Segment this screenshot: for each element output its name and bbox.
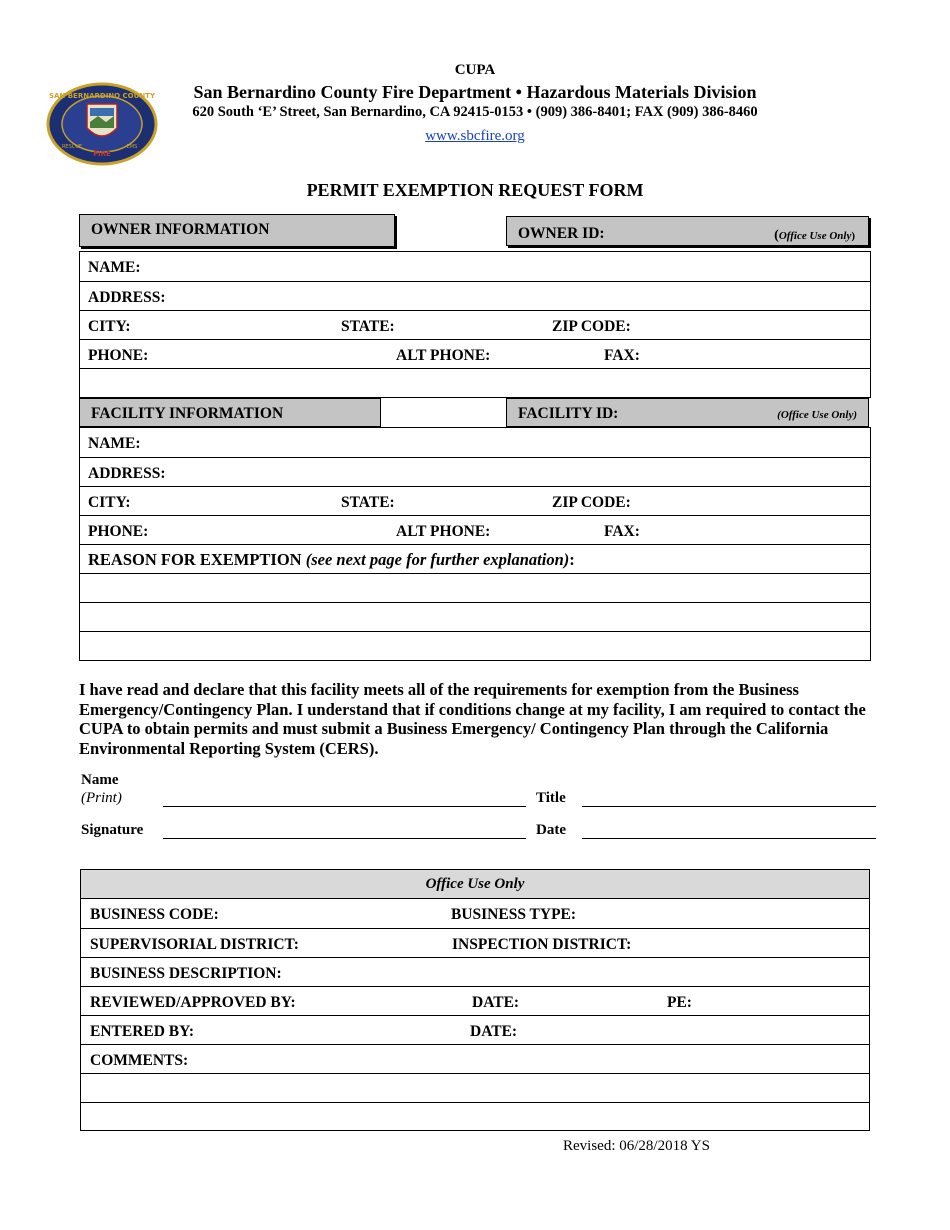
declaration-text: I have read and declare that this facility meets all of the requirements for exemption from the Business Emergency/Contingency Plan. I understand that if conditions change at my facility, I am required to contact the CUPA to obtain permits and must submit a Business Emergency/ Contingency Plan through the California Environmental Reporting System (CERS).: [79, 680, 866, 758]
owner-alt-phone-label: ALT PHONE:: [396, 347, 491, 364]
business-type-label: BUSINESS TYPE:: [451, 906, 577, 923]
facility-phone-label: PHONE:: [88, 523, 149, 540]
owner-city-label: CITY:: [88, 318, 131, 335]
name-print-note: (Print): [81, 790, 122, 806]
business-code-label: BUSINESS CODE:: [90, 906, 219, 923]
name-label: Name: [81, 772, 119, 788]
name-input-line[interactable]: [163, 806, 526, 807]
office-use-table: [80, 869, 870, 1131]
facility-section-label: FACILITY INFORMATION: [79, 398, 381, 427]
form-title: PERMIT EXEMPTION REQUEST FORM: [306, 180, 644, 200]
entered-by-label: ENTERED BY:: [90, 1023, 195, 1040]
signature-label: Signature: [81, 822, 144, 838]
signature-input-line[interactable]: [163, 838, 526, 839]
owner-id-box: [506, 216, 869, 246]
facility-state-label: STATE:: [341, 494, 395, 511]
reason-line-3[interactable]: [80, 631, 870, 660]
pe-label: PE:: [667, 994, 692, 1011]
district-row: [81, 928, 869, 957]
reason-header-row: [80, 544, 870, 573]
title-label: Title: [536, 790, 566, 806]
owner-blank-row: [80, 368, 870, 397]
facility-id-box: [506, 398, 869, 427]
facility-phone-row[interactable]: [80, 515, 870, 544]
owner-info-table: [79, 251, 871, 398]
business-code-row: [81, 899, 869, 928]
facility-address-row[interactable]: [80, 457, 870, 486]
owner-phone-row[interactable]: [80, 339, 870, 368]
date-label: Date: [536, 822, 566, 838]
entered-date-label: DATE:: [470, 1023, 518, 1040]
revised-date: Revised: 06/28/2018 YS: [563, 1138, 710, 1154]
owner-zip-label: ZIP CODE:: [552, 318, 631, 335]
owner-section-label: OWNER INFORMATION: [79, 214, 395, 247]
comments-row: [81, 1044, 869, 1073]
owner-city-row[interactable]: [80, 310, 870, 339]
reviewed-date-label: DATE:: [472, 994, 520, 1011]
svg-text:FIRE: FIRE: [93, 150, 111, 158]
comments-line-1: [81, 1073, 869, 1102]
facility-name-row[interactable]: [80, 428, 870, 457]
supervisorial-district-label: SUPERVISORIAL DISTRICT:: [90, 936, 299, 953]
reviewed-by-label: REVIEWED/APPROVED BY:: [90, 994, 296, 1011]
business-description-label: BUSINESS DESCRIPTION:: [90, 965, 282, 982]
reviewed-row: [81, 986, 869, 1015]
entered-row: [81, 1015, 869, 1044]
website-link[interactable]: www.sbcfire.org: [425, 128, 525, 144]
reason-label: REASON FOR EXEMPTION (see next page for further explanation):: [88, 550, 575, 569]
facility-office-use-note: (Office Use Only): [777, 409, 857, 421]
owner-office-use-note: (Office Use Only): [774, 228, 855, 243]
comments-label: COMMENTS:: [90, 1052, 189, 1069]
owner-address-label: ADDRESS:: [88, 289, 166, 306]
reason-line-1[interactable]: [80, 573, 870, 602]
svg-text:SAN BERNARDINO COUNTY: SAN BERNARDINO COUNTY: [48, 92, 156, 100]
facility-alt-phone-label: ALT PHONE:: [396, 523, 491, 540]
business-description-row: [81, 957, 869, 986]
owner-id-label: OWNER ID:: [518, 225, 605, 242]
owner-name-label: NAME:: [88, 259, 141, 276]
facility-info-table: [79, 427, 871, 661]
facility-city-label: CITY:: [88, 494, 131, 511]
owner-address-row[interactable]: [80, 281, 870, 310]
inspection-district-label: INSPECTION DISTRICT:: [452, 936, 632, 953]
owner-fax-label: FAX:: [604, 347, 640, 364]
title-input-line[interactable]: [582, 806, 876, 807]
website-link-wrap: [0, 128, 950, 145]
owner-phone-label: PHONE:: [88, 347, 149, 364]
facility-name-label: NAME:: [88, 435, 141, 452]
owner-state-label: STATE:: [341, 318, 395, 335]
facility-zip-label: ZIP CODE:: [552, 494, 631, 511]
department-address: 620 South ‘E’ Street, San Bernardino, CA 92415-0153 • (909) 386-8401; FAX (909) 386-8460: [192, 104, 758, 120]
facility-id-label: FACILITY ID:: [518, 405, 619, 422]
facility-address-label: ADDRESS:: [88, 465, 166, 482]
svg-text:RESCUE: RESCUE: [61, 144, 83, 150]
facility-city-row[interactable]: [80, 486, 870, 515]
reason-line-2[interactable]: [80, 602, 870, 631]
cupa-heading: CUPA: [454, 62, 496, 78]
office-use-header: Office Use Only: [81, 870, 869, 899]
owner-name-row[interactable]: [80, 252, 870, 281]
facility-fax-label: FAX:: [604, 523, 640, 540]
department-heading: San Bernardino County Fire Department • Hazardous Materials Division: [193, 82, 757, 102]
date-input-line[interactable]: [582, 838, 876, 839]
svg-text:EMS: EMS: [126, 144, 138, 150]
comments-line-2: [81, 1102, 869, 1130]
